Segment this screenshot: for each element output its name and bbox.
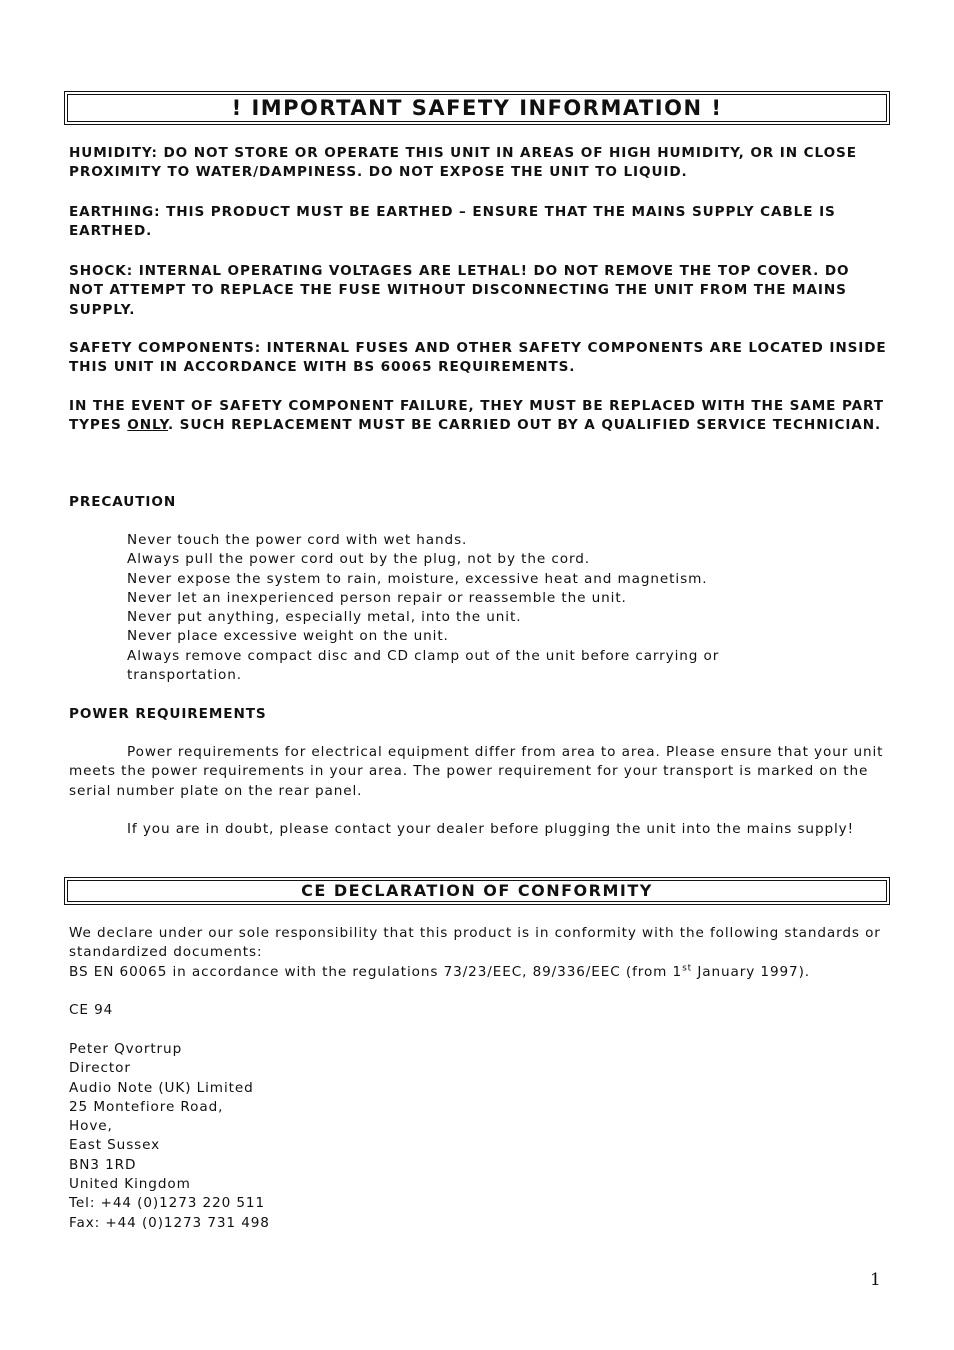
safety-title: ! IMPORTANT SAFETY INFORMATION ! bbox=[64, 91, 890, 125]
power-heading: POWER REQUIREMENTS bbox=[69, 706, 267, 722]
address-line: Audio Note (UK) Limited bbox=[69, 1079, 254, 1096]
address-line: Hove, bbox=[69, 1118, 113, 1135]
failure-text-start: IN THE EVENT OF SAFETY COMPONENT FAILURE, THEY MUST BE REPLACED WITH THE SAME PART TYPES bbox=[69, 398, 884, 434]
address-line: BN3 1RD bbox=[69, 1156, 137, 1173]
address-line: 25 Montefiore Road, bbox=[69, 1098, 224, 1115]
failure-warning bbox=[69, 397, 889, 436]
address-line: Director bbox=[69, 1060, 131, 1077]
precaution-list bbox=[127, 531, 827, 685]
address-line: United Kingdom bbox=[69, 1176, 191, 1193]
humidity-warning: HUMIDITY: DO NOT STORE OR OPERATE THIS UNIT IN AREAS OF HIGH HUMIDITY, OR IN CLOSE PROXIMITY TO WATER/DAMPINESS. DO NOT EXPOSE THE UNIT TO LIQUID. bbox=[69, 145, 857, 181]
precaution-item: Never place excessive weight on the unit. bbox=[127, 628, 449, 645]
failure-only-emphasis: ONLY bbox=[127, 417, 168, 434]
precaution-item: Never let an inexperienced person repair or reassemble the unit. bbox=[127, 589, 627, 606]
ce-mark: CE 94 bbox=[69, 1002, 114, 1018]
precaution-item: Always pull the power cord out by the plug, not by the cord. bbox=[127, 551, 590, 568]
ce-standard-ordinal: st bbox=[682, 963, 693, 974]
precaution-item: Never touch the power cord with wet hands. bbox=[127, 532, 468, 548]
address-line: Fax: +44 (0)1273 731 498 bbox=[69, 1214, 270, 1231]
precaution-item: Always remove compact disc and CD clamp out of the unit before carrying or transportation. bbox=[127, 647, 720, 684]
shock-warning: SHOCK: INTERNAL OPERATING VOLTAGES ARE LETHAL! DO NOT REMOVE THE TOP COVER. DO NOT ATTEMPT TO REPLACE THE FUSE WITHOUT DISCONNECTING THE UNIT FROM THE MAINS SUPPLY. bbox=[69, 263, 850, 318]
precaution-item: Never expose the system to rain, moisture, excessive heat and magnetism. bbox=[127, 570, 708, 587]
signatory-address bbox=[69, 1040, 889, 1233]
address-line: Peter Qvortrup bbox=[69, 1041, 183, 1057]
ce-title: CE DECLARATION OF CONFORMITY bbox=[64, 877, 890, 905]
address-line: East Sussex bbox=[69, 1137, 161, 1154]
ce-standard bbox=[69, 963, 909, 982]
precaution-item: Never put anything, especially metal, into the unit. bbox=[127, 609, 522, 626]
components-warning: SAFETY COMPONENTS: INTERNAL FUSES AND OTHER SAFETY COMPONENTS ARE LOCATED INSIDE THIS UNIT IN ACCORDANCE WITH BS 60065 REQUIREMENTS. bbox=[69, 340, 887, 376]
power-paragraph: Power requirements for electrical equipment differ from area to area. Please ensure that your unit meets the power requirements in your area. The power requirement for your transport is marked on the serial number plate on the rear panel. bbox=[69, 744, 884, 799]
page-number: 1 bbox=[870, 1270, 881, 1290]
failure-text-end: . SUCH REPLACEMENT MUST BE CARRIED OUT BY A QUALIFIED SERVICE TECHNICIAN. bbox=[167, 417, 882, 434]
address-line: Tel: +44 (0)1273 220 511 bbox=[69, 1195, 266, 1212]
ce-standard-date: January 1997). bbox=[692, 964, 811, 980]
ce-declaration: We declare under our sole responsibility that this product is in conformity with the following standards or standardized documents: bbox=[69, 925, 881, 961]
ce-standard-text: BS EN 60065 in accordance with the regulations 73/23/EEC, 89/336/EEC (from 1 bbox=[69, 964, 683, 980]
power-doubt-paragraph: If you are in doubt, please contact your dealer before plugging the unit into the mains supply! bbox=[127, 821, 854, 837]
precaution-heading: PRECAUTION bbox=[69, 494, 177, 510]
earthing-warning: EARTHING: THIS PRODUCT MUST BE EARTHED – ENSURE THAT THE MAINS SUPPLY CABLE IS EARTHED. bbox=[69, 204, 836, 240]
